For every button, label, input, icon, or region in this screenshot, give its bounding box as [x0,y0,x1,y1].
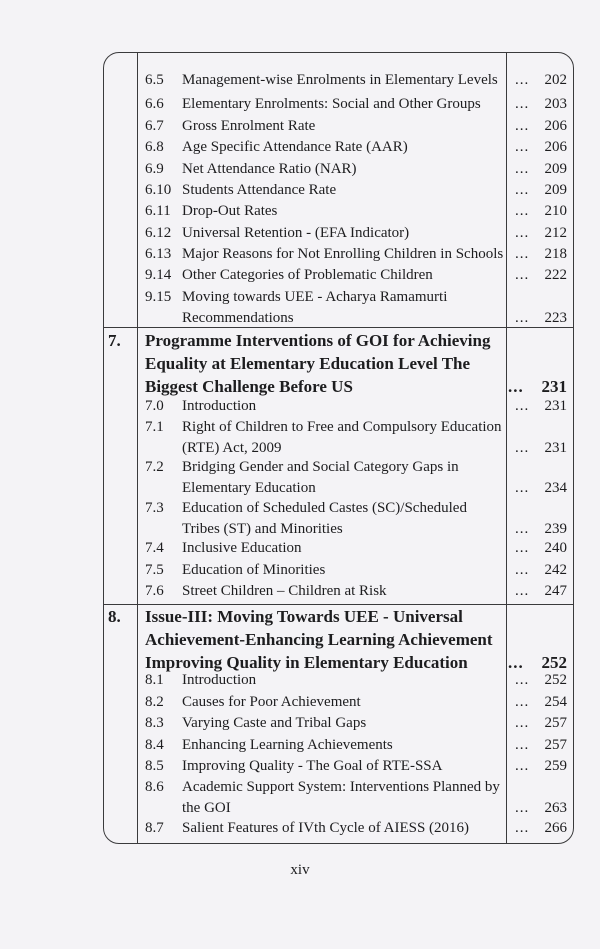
section-title: Universal Retention - (EFA Indicator) [182,225,410,241]
section-title: Bridging Gender and Social Category Gaps in Elementary Education [182,459,459,496]
folio-page-number: xiv [290,862,310,878]
leader-dots: ... [515,96,530,112]
section-number: 7.5 [145,562,164,578]
page-number: 257 [544,715,567,731]
leader-dots: ... [515,310,530,326]
section-number: 6.9 [145,161,164,177]
page-number: 254 [544,694,567,710]
section-number: 9.14 [145,267,172,283]
leader-dots: ... [515,118,530,134]
page-number: 266 [544,820,567,836]
leader-dots: ... [515,521,530,537]
leader-dots: ... [515,800,530,816]
page-number: 231 [541,377,567,396]
leader-dots: ... [515,72,530,88]
leader-dots: ... [515,562,530,578]
section-title: Introduction [182,398,257,414]
page-number: 252 [544,672,567,688]
leader-dots: ... [515,583,530,599]
section-number: 8.6 [145,779,164,795]
section-number: 7.2 [145,459,164,475]
page-number: 206 [544,118,567,134]
page-number: 210 [544,203,567,219]
section-number: 7.0 [145,398,164,414]
section-title: Students Attendance Rate [182,182,337,198]
column-divider-right [506,52,507,844]
section-number: 8.3 [145,715,164,731]
page-number: 203 [544,96,567,112]
leader-dots: ... [508,377,524,396]
section-number: 6.7 [145,118,164,134]
section-title: Academic Support System: Interventions Planned by the GOI [182,779,500,816]
page-number: 231 [544,440,567,456]
section-title: Enhancing Learning Achievements [182,737,393,753]
column-divider-left [137,52,138,844]
section-title: Major Reasons for Not Enrolling Children in Schools [182,246,504,262]
section-number: 8.2 [145,694,164,710]
section-number: 8.1 [145,672,164,688]
leader-dots: ... [515,267,530,283]
leader-dots: ... [515,203,530,219]
leader-dots: ... [515,737,530,753]
leader-dots: ... [515,246,530,262]
section-title: Age Specific Attendance Rate (AAR) [182,139,408,155]
chapter-number: 8. [108,607,121,626]
section-title: Right of Children to Free and Compulsory Education (RTE) Act, 2009 [182,419,502,456]
chapter-number: 7. [108,331,121,350]
leader-dots: ... [515,694,530,710]
leader-dots: ... [515,672,530,688]
page-number: 209 [544,161,567,177]
leader-dots: ... [515,182,530,198]
section-title: Other Categories of Problematic Children [182,267,433,283]
leader-dots: ... [515,820,530,836]
page-number: 218 [544,246,567,262]
leader-dots: ... [515,225,530,241]
section-number: 6.11 [145,203,171,219]
section-title: Introduction [182,672,257,688]
leader-dots: ... [515,758,530,774]
page-number: 222 [544,267,567,283]
section-title: Net Attendance Ratio (NAR) [182,161,357,177]
section-number: 6.5 [145,72,164,88]
section-title: Inclusive Education [182,540,302,556]
section-number: 7.3 [145,500,164,516]
page-number: 242 [544,562,567,578]
leader-dots: ... [515,540,530,556]
leader-dots: ... [515,139,530,155]
section-number: 6.10 [145,182,172,198]
section-title: Education of Scheduled Castes (SC)/Scheduled Tribes (ST) and Minorities [182,500,467,537]
page-number: 257 [544,737,567,753]
section-number: 7.1 [145,419,164,435]
page-number: 263 [544,800,567,816]
section-title: Elementary Enrolments: Social and Other Groups [182,96,481,112]
section-number: 6.13 [145,246,172,262]
leader-dots: ... [515,715,530,731]
section-title: Drop-Out Rates [182,203,278,219]
section-title: Education of Minorities [182,562,326,578]
section-number: 8.7 [145,820,164,836]
section-number: 6.12 [145,225,172,241]
page-number: 202 [544,72,567,88]
page-number: 247 [544,583,567,599]
section-title: Moving towards UEE - Acharya Ramamurti Recommendations [182,289,448,326]
section-number: 8.4 [145,737,164,753]
page-number: 259 [544,758,567,774]
page-number: 240 [544,540,567,556]
section-number: 9.15 [145,289,172,305]
leader-dots: ... [515,480,530,496]
page-number: 234 [544,480,567,496]
section-title: Causes for Poor Achievement [182,694,361,710]
section-title: Varying Caste and Tribal Gaps [182,715,367,731]
page-number: 209 [544,182,567,198]
page-number: 206 [544,139,567,155]
page-number: 252 [541,653,567,672]
page-number: 212 [544,225,567,241]
section-title: Improving Quality - The Goal of RTE-SSA [182,758,443,774]
page-number: 231 [544,398,567,414]
section-number: 7.4 [145,540,164,556]
page-number: 239 [544,521,567,537]
leader-dots: ... [515,398,530,414]
section-number: 6.6 [145,96,164,112]
section-number: 6.8 [145,139,164,155]
leader-dots: ... [515,440,530,456]
leader-dots: ... [508,653,524,672]
section-title: Gross Enrolment Rate [182,118,316,134]
section-number: 7.6 [145,583,164,599]
chapter-title: Issue-III: Moving Towards UEE - Universal Achievement-Enhancing Learning Achievement Improving Quality in Elementary Education [145,607,493,672]
section-title: Street Children – Children at Risk [182,583,387,599]
section-title: Management-wise Enrolments in Elementary Levels [182,72,498,88]
leader-dots: ... [515,161,530,177]
chapter-title: Programme Interventions of GOI for Achieving Equality at Elementary Education Level The Biggest Challenge Before US [145,331,491,396]
page-number: 223 [544,310,567,326]
section-number: 8.5 [145,758,164,774]
section-title: Salient Features of IVth Cycle of AIESS (2016) [182,820,470,836]
